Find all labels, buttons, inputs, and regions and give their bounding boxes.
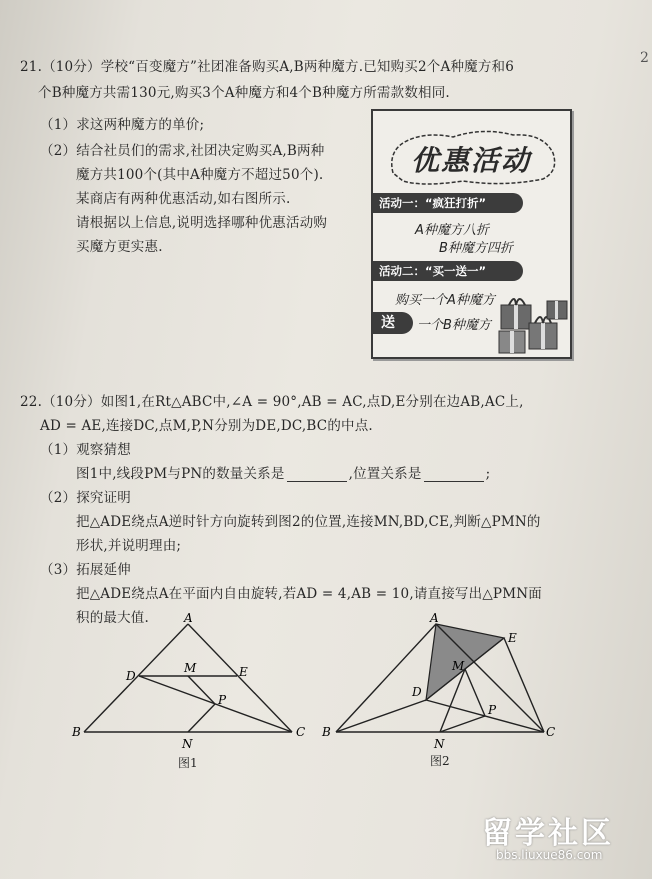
q22-part2-line1: 把△ADE绕点A逆时针方向旋转到图2的位置,连接MN,BD,CE,判断△PMN的 xyxy=(76,514,541,530)
fig1-label-C: C xyxy=(296,725,306,739)
fig2-segment-BD xyxy=(336,700,426,732)
q21-part2-line1: （2）结合社员们的需求,社团决定购买A,B两种 xyxy=(40,143,325,159)
activity1-label: 活动一：“疯狂打折” xyxy=(373,193,523,213)
q22-part3-title: （3）拓展延伸 xyxy=(40,562,131,578)
fig1-segment-MP xyxy=(188,676,215,704)
figure1-diagram xyxy=(68,612,318,772)
fig2-segment-MP xyxy=(465,669,485,716)
q21-part1: （1）求这两种魔方的单价; xyxy=(40,117,205,133)
activity1-line2: B种魔方四折 xyxy=(439,241,513,256)
fig2-segment-CE xyxy=(504,638,544,732)
watermark-url: bbs.liuxue86.com xyxy=(496,848,603,862)
page-number: 2 xyxy=(640,50,649,66)
fig2-segment-PN xyxy=(440,716,485,732)
promo-title: 优惠活动 xyxy=(411,144,532,177)
fig2-shaded-triangle-ADE xyxy=(426,624,504,700)
activity2-line2: 一个B种魔方 xyxy=(417,318,491,333)
q22-part1-text-c: ; xyxy=(485,466,491,482)
answer-blank-quantity[interactable] xyxy=(287,467,347,482)
activity2-label: 活动二：“买一送一” xyxy=(373,261,523,281)
fig1-segment-AB xyxy=(84,624,188,732)
fig2-label-D: D xyxy=(412,685,422,699)
q22-part3-line2: 积的最大值. xyxy=(76,610,149,626)
fig1-segment-DC xyxy=(139,676,292,732)
site-watermark xyxy=(482,808,647,868)
q22-part1-text xyxy=(76,462,490,482)
gift-boxes-icon xyxy=(495,287,571,357)
q22-line1: 22.（10分）如图1,在Rt△ABC中,∠A = 90°,AB = AC,点D,E分别在边AB,AC上, xyxy=(20,394,524,410)
q22-part1-title: （1）观察猜想 xyxy=(40,442,131,458)
fig1-label-D: D xyxy=(126,669,136,683)
fig2-segment-AB xyxy=(336,624,436,732)
fig2-label-E: E xyxy=(508,631,517,645)
fig1-label-M: M xyxy=(184,661,197,675)
fig2-label-A: A xyxy=(430,612,439,625)
fig2-label-N: N xyxy=(434,737,445,751)
fig1-label-E: E xyxy=(239,665,248,679)
q22-part1-text-b: ,位置关系是 xyxy=(348,466,422,482)
figure2-diagram xyxy=(318,612,568,772)
fig2-label-C: C xyxy=(546,725,556,739)
q21-line1: 21.（10分）学校“百变魔方”社团准备购买A,B两种魔方.已知购买2个A种魔方和6 xyxy=(20,59,515,75)
q22-part2-line2: 形状,并说明理由; xyxy=(76,538,182,554)
q22-line2: AD = AE,连接DC,点M,P,N分别为DE,DC,BC的中点. xyxy=(40,418,373,434)
fig2-label-B: B xyxy=(322,725,331,739)
fig1-label-P: P xyxy=(218,693,227,707)
q21-part2-line4: 请根据以上信息,说明选择哪种优惠活动购 xyxy=(76,215,328,231)
fig2-label-P: P xyxy=(488,703,497,717)
activity2-gift-badge: 送 xyxy=(373,312,413,334)
fig1-label-A: A xyxy=(184,612,193,625)
fig1-label-B: B xyxy=(72,725,81,739)
q22-part2-title: （2）探究证明 xyxy=(40,490,131,506)
q21-part2-line5: 买魔方更实惠. xyxy=(76,239,163,255)
fig1-segment-PN xyxy=(188,704,215,732)
fig1-label-N: N xyxy=(182,737,193,751)
activity1-line1: A种魔方八折 xyxy=(415,223,489,238)
q21-line2: 个B种魔方共需130元,购买3个A种魔方和4个B种魔方所需款数相同. xyxy=(38,85,450,101)
figure2-caption: 图2 xyxy=(430,754,450,768)
watermark-title: 留学社区 xyxy=(482,816,614,851)
q22-part3-line1: 把△ADE绕点A在平面内自由旋转,若AD = 4,AB = 10,请直接写出△PMN面 xyxy=(76,586,542,602)
fig2-label-M: M xyxy=(452,659,465,673)
q21-part2-line2: 魔方共100个(其中A种魔方不超过50个). xyxy=(76,167,324,183)
q21-part2-line3: 某商店有两种优惠活动,如右图所示. xyxy=(76,191,291,207)
figure1-caption: 图1 xyxy=(178,756,198,770)
answer-blank-position[interactable] xyxy=(424,467,484,482)
activity2-line1: 购买一个A种魔方 xyxy=(395,293,495,308)
q22-part1-text-a: 图1中,线段PM与PN的数量关系是 xyxy=(76,466,285,482)
promotion-card xyxy=(371,109,572,359)
